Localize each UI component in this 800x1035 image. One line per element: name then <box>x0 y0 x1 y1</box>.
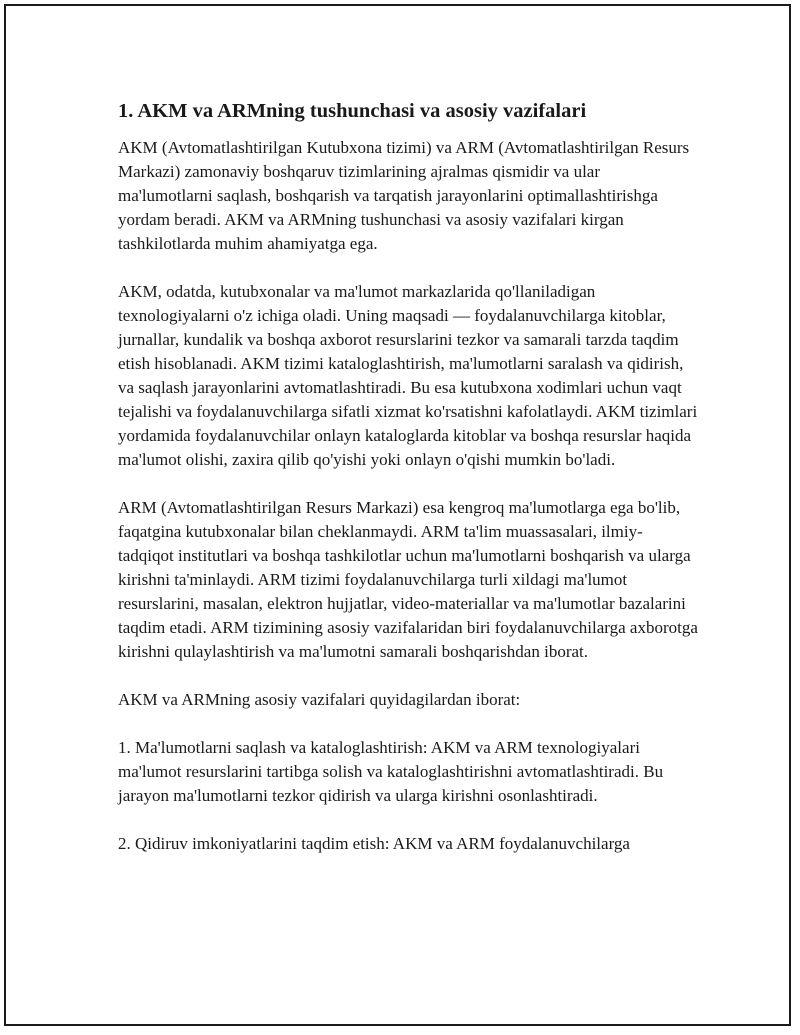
paragraph-intro: AKM (Avtomatlashtirilgan Kutubxona tizimi) va ARM (Avtomatlashtirilgan Resurs Markazi) zamonaviy boshqaruv tizimlarining ajralmas qismidir va ular ma'lumotlarni saqlash, boshqarish va tarqatish jarayonlarini optimallashtirishga yordam beradi. AKM va ARMning tushunchasi va asosiy vazifalari kirgan tashkilotlarda muhim ahamiyatga ega. <box>118 138 690 253</box>
paragraph-akm: AKM, odatda, kutubxonalar va ma'lumot markazlarida qo'llaniladigan texnologiyalarni o'z ichiga oladi. Uning maqsadi — foydalanuvchilarga kitoblar, jurnallar, kundalik va boshqa axborot resurslarini tezkor va samarali tarzda taqdim etish hisoblanadi. AKM tizimi kataloglashtirish, ma'lumotlarni saralash va qidirish, va saqlash jarayonlarini avtomatlashtiradi. Bu esa kutubxona xodimlari uchun vaqt tejalishi va foydalanuvchilarga sifatli xizmat ko'rsatishni kafolatlaydi. AKM tizimlari yordamida foydalanuvchilar onlayn kataloglarda kitoblar va boshqa resurslar haqida ma'lumot olishi, zaxira qilib qo'yishi yoki onlayn o'qishi mumkin bo'ladi. <box>118 282 698 469</box>
list-item-2: 2. Qidiruv imkoniyatlarini taqdim etish: AKM va ARM foydalanuvchilarga <box>118 834 630 853</box>
section-heading: 1. AKM va ARMning tushunchasi va asosiy vazifalari <box>118 100 587 122</box>
paragraph-functions-intro: AKM va ARMning asosiy vazifalari quyidagilardan iborat: <box>118 690 521 709</box>
paragraph-arm: ARM (Avtomatlashtirilgan Resurs Markazi) esa kengroq ma'lumotlarga ega bo'lib, faqatgina kutubxonalar bilan cheklanmaydi. ARM ta'lim muassasalari, ilmiy-tadqiqot institutlari va boshqa tashkilotlar uchun ma'lumotlarni boshqarish va ularga kirishni ta'minlaydi. ARM tizimi foydalanuvchilarga turli xildagi ma'lumot resurslarini, masalan, elektron hujjatlar, video-materiallar va ma'lumotlar bazalarini taqdim etadi. ARM tizimining asosiy vazifalaridan biri foydalanuvchilarga axborotga kirishni qulaylashtirish va ma'lumotni samarali boshqarishdan iborat. <box>118 498 698 661</box>
document-content <box>118 98 698 880</box>
list-item-1: 1. Ma'lumotlarni saqlash va kataloglashtirish: AKM va ARM texnologiyalari ma'lumot resurslarini tartibga solish va kataloglashtirishni avtomatlashtiradi. Bu jarayon ma'lumotlarni tezkor qidirish va ularga kirishni osonlashtiradi. <box>118 738 664 805</box>
document-page <box>4 4 791 1026</box>
